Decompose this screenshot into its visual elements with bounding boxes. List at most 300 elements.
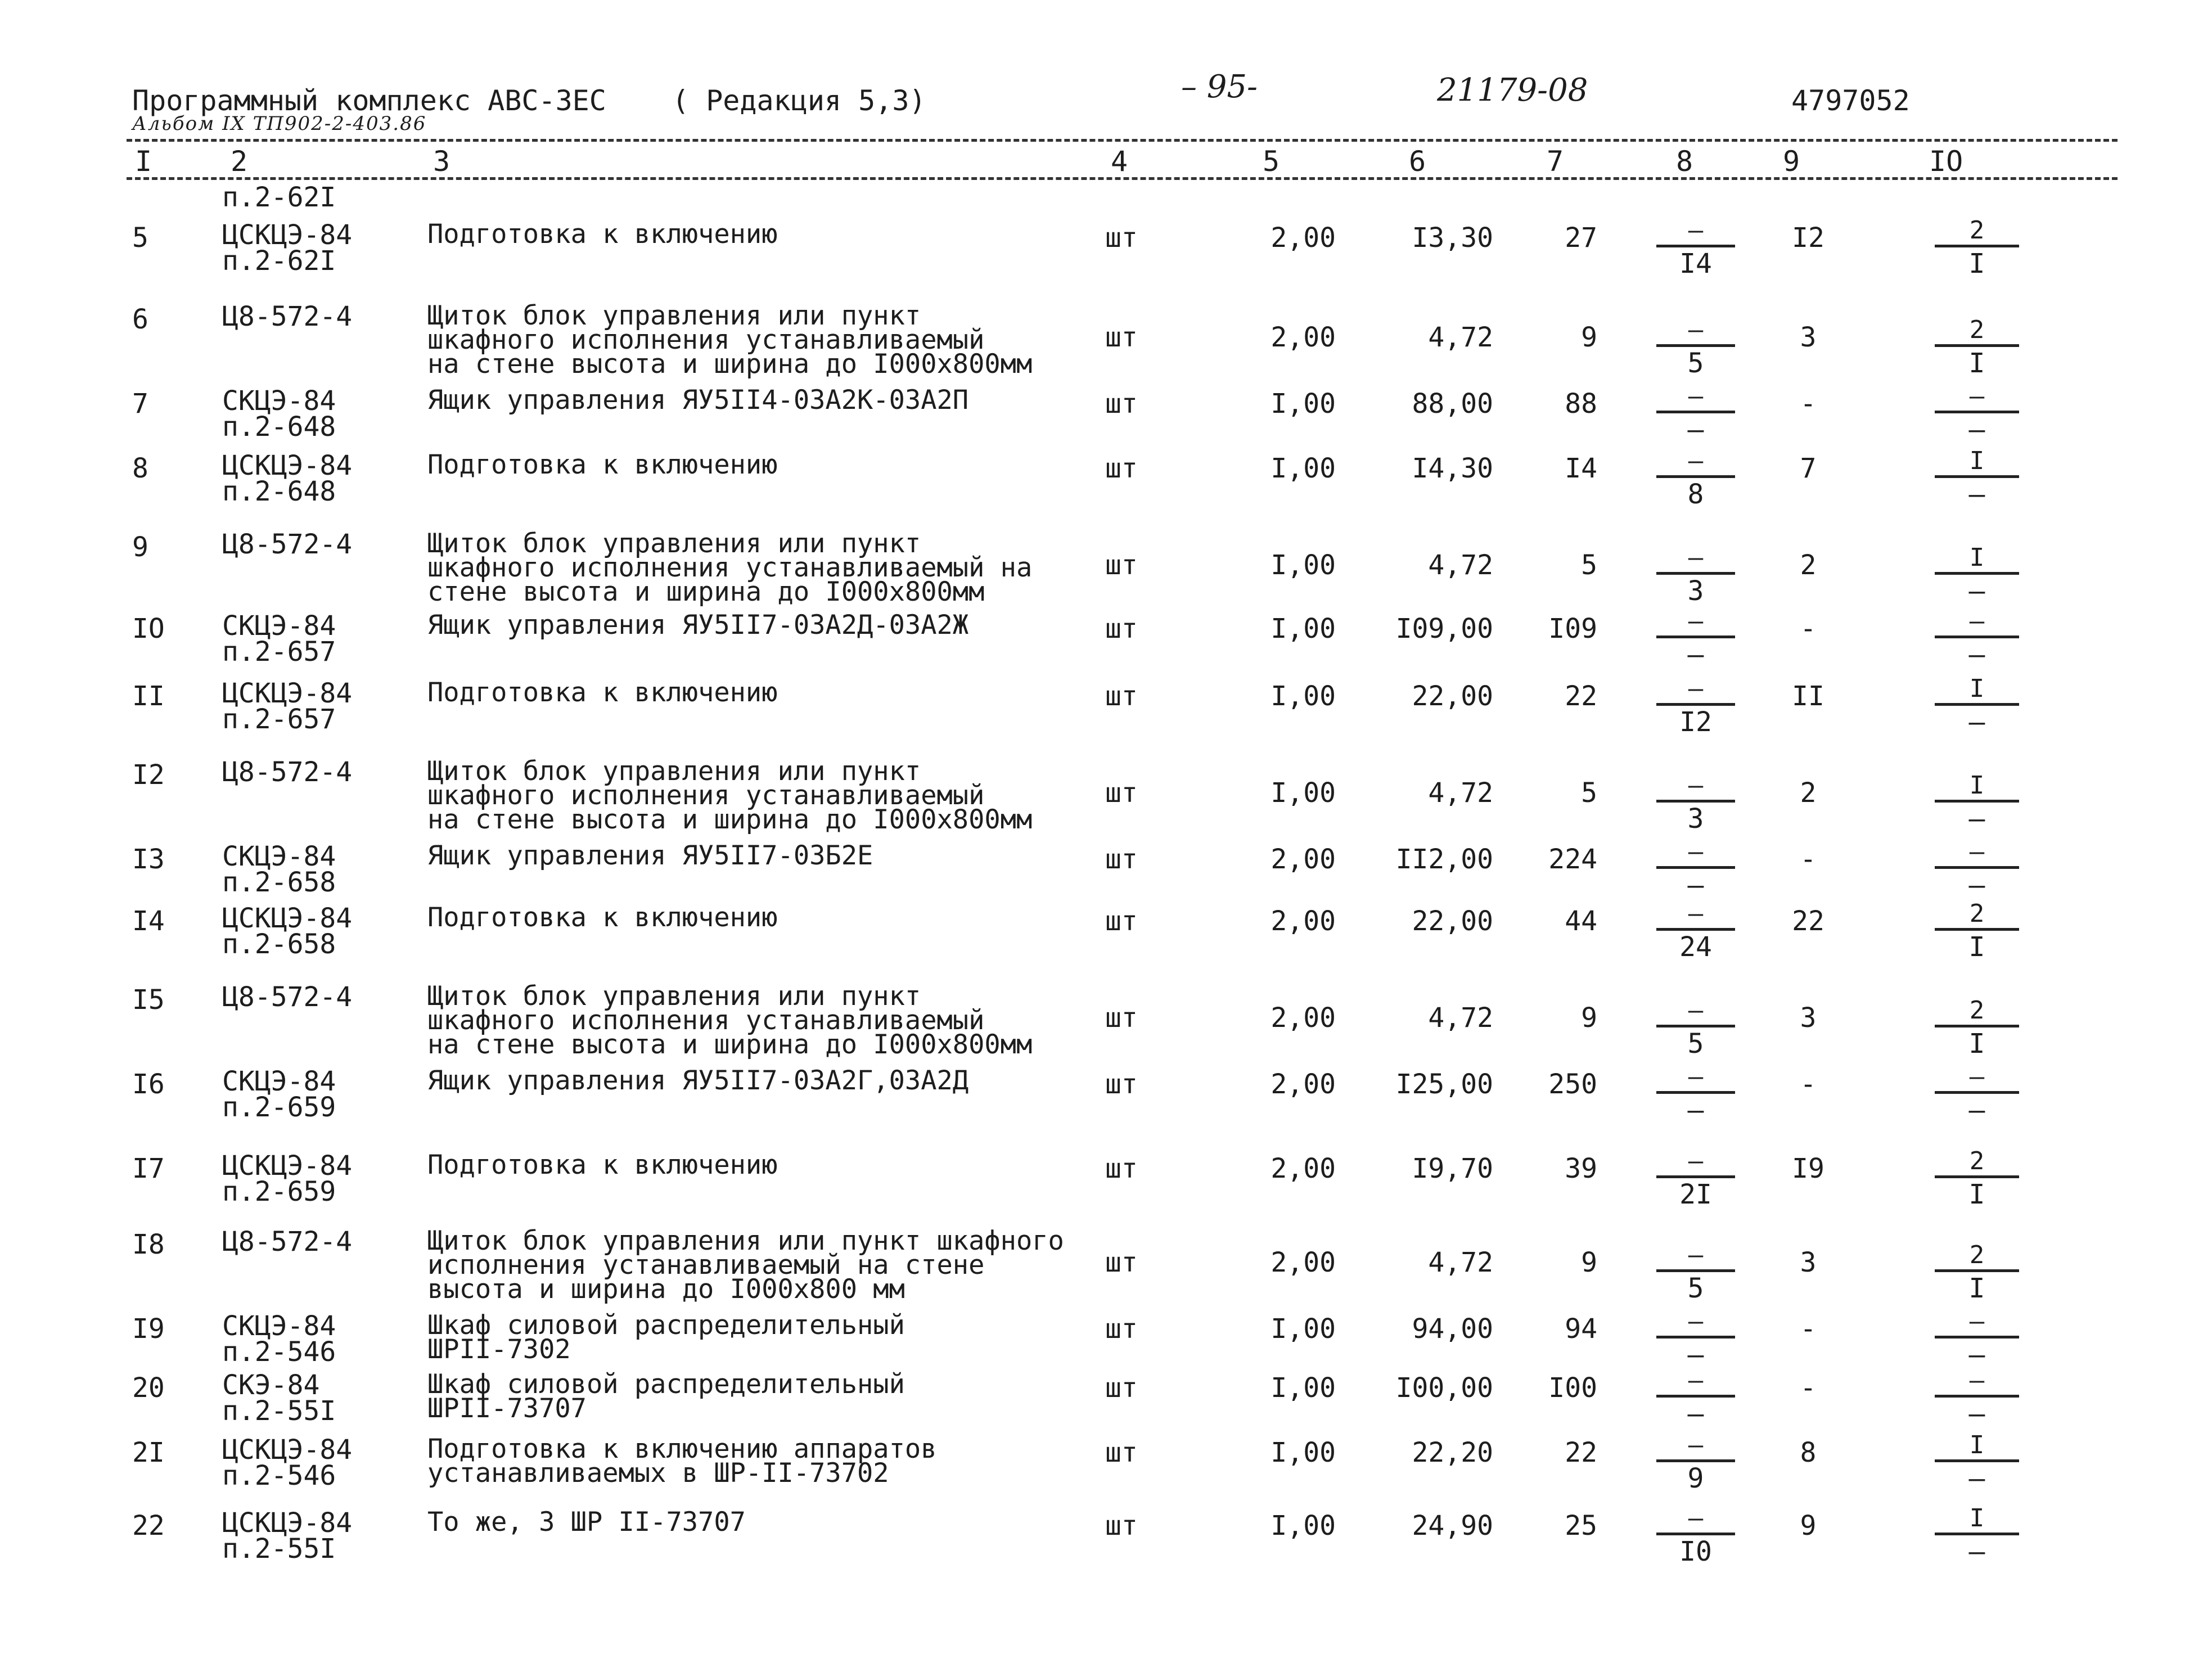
column-10-fraction-numerator: – — [1969, 382, 1985, 411]
column-10-fraction-denominator: – — [1968, 706, 1985, 738]
column-header-5: 5 — [1263, 145, 1280, 178]
column-10-fraction — [1935, 1431, 2019, 1493]
norm-code-line: п.2-658 — [222, 867, 336, 898]
work-name-line: Ящик управления ЯУ5II7-03А2Г,03А2Д — [427, 1065, 969, 1096]
column-8-fraction-numerator: – — [1688, 1062, 1704, 1091]
norm-code-line: СКЦЭ-84 — [222, 385, 336, 417]
norm-code-line: п.2-658 — [222, 929, 336, 960]
work-name — [427, 677, 778, 708]
work-name-line: Подготовка к включению — [427, 219, 778, 250]
column-8-fraction — [1656, 1308, 1735, 1369]
column-8-fraction-denominator: – — [1687, 1398, 1704, 1430]
column-10-fraction — [1935, 900, 2019, 961]
column-header-1: I — [135, 145, 152, 178]
page-number: – 95- — [1181, 69, 1258, 105]
column-8-fraction-denominator: I2 — [1679, 706, 1712, 738]
column-10-fraction-numerator: 2 — [1969, 216, 1985, 245]
column-header-4: 4 — [1111, 145, 1128, 178]
column-8-fraction-numerator: – — [1688, 607, 1704, 636]
column-10-fraction-numerator: I — [1969, 543, 1985, 572]
row-number: 8 — [132, 453, 148, 484]
column-10-fraction-numerator: 2 — [1969, 1241, 1985, 1269]
column-9-value: 2 — [1800, 777, 1817, 809]
quantity: 2,00 — [1271, 322, 1336, 353]
total-cost: 22 — [1565, 1437, 1597, 1468]
norm-code — [222, 841, 336, 898]
unit-price: I4,30 — [1412, 453, 1493, 484]
column-8-fraction-denominator: – — [1687, 869, 1704, 901]
unit-price: I9,70 — [1412, 1153, 1493, 1184]
quantity: 2,00 — [1271, 1002, 1336, 1034]
norm-code-line: СКЦЭ-84 — [222, 841, 336, 872]
unit: шт — [1105, 1313, 1138, 1345]
norm-code-line: п.2-55I — [222, 1533, 336, 1565]
work-name — [427, 1065, 969, 1096]
work-name-line: шкафного исполнения устанавливаемый на — [427, 552, 1033, 583]
column-9-value: I9 — [1792, 1153, 1824, 1184]
column-10-fraction-numerator: – — [1969, 837, 1985, 866]
total-cost: 22 — [1565, 680, 1597, 712]
work-name-line: устанавливаемых в ШР-II-73702 — [427, 1458, 889, 1489]
column-8-fraction-denominator: 5 — [1687, 1028, 1704, 1060]
work-name-line: Подготовка к включению — [427, 449, 778, 480]
work-name-line: Шкаф силовой распределительный — [427, 1310, 905, 1341]
column-8-fraction-numerator: – — [1688, 674, 1704, 703]
total-cost: 9 — [1581, 1247, 1597, 1278]
quantity: 2,00 — [1271, 1069, 1336, 1100]
column-10-fraction-numerator: 2 — [1969, 1147, 1985, 1175]
column-8-fraction-numerator: – — [1688, 1431, 1704, 1459]
work-name-line: высота и ширина до I000x800 мм — [427, 1274, 905, 1305]
unit: шт — [1105, 453, 1138, 484]
unit: шт — [1105, 1437, 1138, 1468]
unit-price: 4,72 — [1428, 1247, 1493, 1278]
column-9-value: II — [1792, 680, 1824, 712]
unit-price: 4,72 — [1428, 322, 1493, 353]
quantity: I,00 — [1271, 388, 1336, 420]
column-10-fraction-denominator: – — [1968, 639, 1985, 670]
unit: шт — [1105, 222, 1138, 254]
row-number: 22 — [132, 1510, 165, 1542]
norm-code — [222, 1507, 353, 1565]
work-name — [427, 756, 1033, 835]
row-number: 20 — [132, 1372, 165, 1404]
work-name — [427, 449, 778, 480]
column-8-fraction-denominator: 3 — [1687, 575, 1704, 607]
column-9-value: 3 — [1800, 322, 1817, 353]
unit: шт — [1105, 844, 1138, 875]
row-number: I4 — [132, 905, 165, 937]
column-10-fraction-denominator: – — [1968, 1339, 1985, 1371]
total-cost: 5 — [1581, 777, 1597, 809]
unit-price: 24,90 — [1412, 1510, 1493, 1542]
norm-code — [222, 1434, 353, 1491]
norm-code-line: Ц8-572-4 — [222, 529, 353, 560]
work-name-line: Щиток блок управления или пункт шкафного — [427, 1225, 1064, 1256]
work-name-line: Подготовка к включению — [427, 677, 778, 708]
column-10-fraction-numerator: 2 — [1969, 996, 1985, 1025]
column-10-fraction-denominator: – — [1968, 1398, 1985, 1430]
column-8-fraction — [1656, 1241, 1735, 1303]
column-8-fraction-denominator: I4 — [1679, 248, 1712, 280]
column-10-fraction — [1935, 1308, 2019, 1369]
total-cost: 39 — [1565, 1153, 1597, 1184]
unit: шт — [1105, 905, 1138, 937]
column-10-fraction-numerator: – — [1969, 1307, 1985, 1336]
column-8-fraction-numerator: – — [1688, 1241, 1704, 1269]
column-10-fraction-numerator: I — [1969, 1504, 1985, 1533]
work-name — [427, 840, 873, 871]
quantity: I,00 — [1271, 1510, 1336, 1542]
norm-code — [222, 1150, 353, 1207]
column-8-fraction — [1656, 1367, 1735, 1428]
norm-code-line: п.2-659 — [222, 1092, 336, 1123]
unit-price: 94,00 — [1412, 1313, 1493, 1345]
column-8-fraction-denominator: I0 — [1679, 1536, 1712, 1567]
header-divider-bottom — [127, 177, 2118, 180]
column-8-fraction — [1656, 316, 1735, 377]
norm-code-line: Ц8-572-4 — [222, 301, 353, 332]
work-name-line: Щиток блок управления или пункт — [427, 528, 921, 559]
work-name — [427, 1225, 1064, 1305]
column-8-fraction-numerator: – — [1688, 1504, 1704, 1533]
column-10-fraction — [1935, 675, 2019, 736]
column-8-fraction — [1656, 217, 1735, 278]
total-cost: 88 — [1565, 388, 1597, 420]
column-header-6: 6 — [1409, 145, 1426, 178]
column-9-value: 3 — [1800, 1247, 1817, 1278]
column-10-fraction-denominator: – — [1968, 1094, 1985, 1126]
unit-price: I09,00 — [1395, 613, 1493, 645]
norm-code-line: п.2-657 — [222, 636, 336, 668]
column-8-fraction-numerator: – — [1688, 447, 1704, 475]
column-10-fraction — [1935, 447, 2019, 508]
column-10-fraction-numerator: 2 — [1969, 316, 1985, 344]
norm-code — [222, 529, 353, 560]
total-cost: 44 — [1565, 905, 1597, 937]
column-8-fraction-numerator: – — [1688, 1366, 1704, 1395]
work-name-line: шкафного исполнения устанавливаемый — [427, 780, 985, 811]
column-10-fraction-numerator: I — [1969, 447, 1985, 475]
norm-code — [222, 1310, 336, 1368]
column-8-fraction — [1656, 772, 1735, 833]
work-name — [427, 219, 778, 250]
column-8-fraction-denominator: 5 — [1687, 348, 1704, 379]
column-10-fraction-denominator: – — [1968, 803, 1985, 835]
norm-code-line: СКЦЭ-84 — [222, 1066, 336, 1097]
work-name-line: То же, З ШР II-73707 — [427, 1507, 746, 1538]
work-name-line: Щиток блок управления или пункт — [427, 756, 921, 787]
column-8-fraction-denominator: 3 — [1687, 803, 1704, 835]
norm-code-line: ЦСКЦЭ-84 — [222, 903, 353, 934]
unit: шт — [1105, 613, 1138, 645]
total-cost: 224 — [1548, 844, 1597, 875]
unit: шт — [1105, 1153, 1138, 1184]
row-number: I8 — [132, 1229, 165, 1260]
unit-price: 88,00 — [1412, 388, 1493, 420]
norm-code — [222, 1369, 336, 1427]
norm-code-line: ЦСКЦЭ-84 — [222, 450, 353, 481]
unit-price: 4,72 — [1428, 777, 1493, 809]
work-name — [427, 1507, 746, 1538]
quantity: 2,00 — [1271, 222, 1336, 254]
quantity: 2,00 — [1271, 844, 1336, 875]
norm-code — [222, 756, 353, 788]
column-header-3: 3 — [433, 145, 450, 178]
work-name-line: ШРII-7302 — [427, 1334, 571, 1365]
work-name-line: Подготовка к включению — [427, 1150, 778, 1180]
total-cost: 9 — [1581, 322, 1597, 353]
unit: шт — [1105, 680, 1138, 712]
unit-price: 22,20 — [1412, 1437, 1493, 1468]
column-8-fraction-numerator: – — [1688, 1307, 1704, 1336]
column-8-fraction-numerator: – — [1688, 316, 1704, 344]
row-number: 6 — [132, 304, 148, 335]
work-name — [427, 1310, 905, 1365]
column-9-value: 22 — [1792, 905, 1824, 937]
work-name — [427, 902, 778, 933]
norm-code-line: СКЦЭ-84 — [222, 610, 336, 642]
column-8-fraction-numerator: – — [1688, 996, 1704, 1025]
column-10-fraction-denominator: I — [1968, 248, 1985, 280]
column-8-fraction-denominator: 8 — [1687, 479, 1704, 510]
column-8-fraction-denominator: 5 — [1687, 1273, 1704, 1304]
column-10-fraction — [1935, 382, 2019, 444]
work-name-line: на стене высота и ширина до I000x800мм — [427, 349, 1033, 380]
quantity: 2,00 — [1271, 905, 1336, 937]
total-cost: 25 — [1565, 1510, 1597, 1542]
column-10-fraction-denominator: – — [1968, 414, 1985, 445]
column-9-value: - — [1800, 388, 1817, 420]
column-8-fraction-numerator: – — [1688, 382, 1704, 411]
column-header-10: IO — [1929, 145, 1963, 178]
column-10-fraction-denominator: I — [1968, 1028, 1985, 1060]
column-9-value: 3 — [1800, 1002, 1817, 1034]
norm-code — [222, 678, 353, 735]
unit-price: I00,00 — [1395, 1372, 1493, 1404]
column-8-fraction-numerator: – — [1688, 216, 1704, 245]
row-number: I9 — [132, 1313, 165, 1345]
quantity: I,00 — [1271, 777, 1336, 809]
column-8-fraction — [1656, 1147, 1735, 1209]
work-name-line: Ящик управления ЯУ5II4-03А2К-03А2П — [427, 385, 969, 416]
norm-code-line: ЦСКЦЭ-84 — [222, 1507, 353, 1539]
total-cost: 27 — [1565, 222, 1597, 254]
column-10-fraction-numerator: 2 — [1969, 899, 1985, 928]
row-number: IO — [132, 613, 165, 645]
column-8-fraction — [1656, 997, 1735, 1058]
column-8-fraction — [1656, 447, 1735, 508]
column-8-fraction — [1656, 1063, 1735, 1124]
unit-price: 22,00 — [1412, 680, 1493, 712]
column-10-fraction — [1935, 607, 2019, 669]
unit: шт — [1105, 1247, 1138, 1278]
unit: шт — [1105, 1510, 1138, 1542]
column-10-fraction-numerator: – — [1969, 1366, 1985, 1395]
work-name — [427, 1434, 937, 1489]
column-10-fraction — [1935, 1367, 2019, 1428]
column-10-fraction — [1935, 772, 2019, 833]
column-header-2: 2 — [231, 145, 248, 178]
row-number: I5 — [132, 984, 165, 1016]
work-name-line: стене высота и ширина до I000x800мм — [427, 576, 985, 607]
total-cost: I09 — [1548, 613, 1597, 645]
norm-code-line: п.2-648 — [222, 411, 336, 443]
column-9-value: - — [1800, 1069, 1817, 1100]
column-8-fraction-numerator: – — [1688, 543, 1704, 572]
column-10-fraction-numerator: – — [1969, 1062, 1985, 1091]
column-10-fraction — [1935, 1241, 2019, 1303]
column-10-fraction-numerator: I — [1969, 1431, 1985, 1459]
column-10-fraction-denominator: – — [1968, 1536, 1985, 1567]
column-10-fraction — [1935, 1504, 2019, 1566]
column-9-value: - — [1800, 844, 1817, 875]
column-8-fraction — [1656, 607, 1735, 669]
quantity: I,00 — [1271, 453, 1336, 484]
column-9-value: 8 — [1800, 1437, 1817, 1468]
program-title: Программный комплекс АВС-ЗЕС — [132, 84, 606, 117]
column-header-7: 7 — [1547, 145, 1564, 178]
column-9-value: 9 — [1800, 1510, 1817, 1542]
document-code: 4797052 — [1791, 84, 1910, 117]
total-cost: 250 — [1548, 1069, 1597, 1100]
total-cost: 5 — [1581, 549, 1597, 581]
column-8-fraction-denominator: – — [1687, 1339, 1704, 1371]
column-8-fraction-denominator: 24 — [1679, 931, 1712, 963]
column-10-fraction-numerator: I — [1969, 771, 1985, 800]
work-name-line: Щиток блок управления или пункт — [427, 981, 921, 1012]
total-cost: 94 — [1565, 1313, 1597, 1345]
row-number: I3 — [132, 844, 165, 875]
quantity: I,00 — [1271, 613, 1336, 645]
header-divider-top — [127, 139, 2118, 142]
column-8-fraction-denominator: 2I — [1679, 1179, 1712, 1210]
column-8-fraction-denominator: – — [1687, 414, 1704, 445]
document-number: 21179-08 — [1437, 72, 1588, 109]
norm-code-line: п.2-546 — [222, 1460, 336, 1491]
column-10-fraction — [1935, 316, 2019, 377]
column-header-8: 8 — [1676, 145, 1693, 178]
norm-code-line: п.2-62I — [222, 245, 336, 277]
norm-code — [222, 219, 353, 277]
unit: шт — [1105, 1002, 1138, 1034]
column-header-9: 9 — [1783, 145, 1800, 178]
norm-code — [222, 301, 353, 332]
norm-code-line: Ц8-572-4 — [222, 1226, 353, 1258]
column-8-fraction — [1656, 900, 1735, 961]
norm-code-line: ЦСКЦЭ-84 — [222, 219, 353, 251]
work-name — [427, 1150, 778, 1180]
unit: шт — [1105, 777, 1138, 809]
work-name-line: ШРII-73707 — [427, 1393, 587, 1424]
row-number: 9 — [132, 531, 148, 563]
norm-code-line: Ц8-572-4 — [222, 981, 353, 1013]
work-name-line: шкафного исполнения устанавливаемый — [427, 1005, 985, 1036]
norm-code-line: Ц8-572-4 — [222, 756, 353, 788]
norm-code-line: СКЦЭ-84 — [222, 1310, 336, 1342]
norm-code-line: ЦСКЦЭ-84 — [222, 678, 353, 709]
quantity: 2,00 — [1271, 1247, 1336, 1278]
column-8-fraction — [1656, 1504, 1735, 1566]
column-10-fraction-denominator: I — [1968, 1179, 1985, 1210]
column-10-fraction — [1935, 838, 2019, 899]
column-9-value: 7 — [1800, 453, 1817, 484]
column-10-fraction-denominator: I — [1968, 1273, 1985, 1304]
total-cost: I4 — [1565, 453, 1597, 484]
column-10-fraction-numerator: I — [1969, 674, 1985, 703]
column-8-fraction — [1656, 838, 1735, 899]
work-name-line: на стене высота и ширина до I000x800мм — [427, 1029, 1033, 1060]
norm-code — [222, 610, 336, 668]
work-name-line: Подготовка к включению аппаратов — [427, 1434, 937, 1464]
quantity: 2,00 — [1271, 1153, 1336, 1184]
unit-price: 4,72 — [1428, 1002, 1493, 1034]
norm-code-line: СКЭ-84 — [222, 1369, 320, 1401]
quantity: I,00 — [1271, 680, 1336, 712]
column-9-value: - — [1800, 1313, 1817, 1345]
column-8-fraction-denominator: – — [1687, 639, 1704, 670]
work-name — [427, 528, 1033, 607]
row-number: I7 — [132, 1153, 165, 1184]
quantity: I,00 — [1271, 1437, 1336, 1468]
unit-price: 22,00 — [1412, 905, 1493, 937]
total-cost: I00 — [1548, 1372, 1597, 1404]
album-reference: Альбом IX ТП902-2-403.86 — [132, 112, 427, 135]
column-9-value: I2 — [1792, 222, 1824, 254]
column-9-value: - — [1800, 1372, 1817, 1404]
column-8-fraction — [1656, 1431, 1735, 1493]
unit-price: I3,30 — [1412, 222, 1493, 254]
norm-code-line: п.2-546 — [222, 1336, 336, 1368]
column-8-fraction-numerator: – — [1688, 1147, 1704, 1175]
column-9-value: - — [1800, 613, 1817, 645]
work-name-line: шкафного исполнения устанавливаемый — [427, 325, 985, 355]
row-number: I6 — [132, 1069, 165, 1100]
unit: шт — [1105, 388, 1138, 420]
norm-code-line: п.2-55I — [222, 1395, 336, 1427]
column-8-fraction — [1656, 382, 1735, 444]
column-10-fraction — [1935, 1063, 2019, 1124]
row-number: 5 — [132, 222, 148, 254]
work-name-line: Подготовка к включению — [427, 902, 778, 933]
work-name-line: на стене высота и ширина до I000x800мм — [427, 804, 1033, 835]
column-10-fraction-denominator: – — [1968, 479, 1985, 510]
quantity: I,00 — [1271, 1372, 1336, 1404]
row-number: II — [132, 680, 165, 712]
norm-code — [222, 385, 336, 443]
row-number: 7 — [132, 388, 148, 420]
work-name — [427, 1369, 905, 1424]
column-9-value: 2 — [1800, 549, 1817, 581]
column-8-fraction-numerator: – — [1688, 837, 1704, 866]
column-8-fraction — [1656, 675, 1735, 736]
work-name-line: Щиток блок управления или пункт — [427, 300, 921, 331]
column-10-fraction-denominator: – — [1968, 1463, 1985, 1494]
unit: шт — [1105, 1372, 1138, 1404]
column-8-fraction-numerator: – — [1688, 899, 1704, 928]
unit-price: 4,72 — [1428, 549, 1493, 581]
column-10-fraction-denominator: I — [1968, 348, 1985, 379]
norm-code — [222, 903, 353, 960]
norm-code-line: ЦСКЦЭ-84 — [222, 1434, 353, 1466]
unit: шт — [1105, 322, 1138, 353]
work-name-line: Ящик управления ЯУ5II7-03А2Д-03А2Ж — [427, 610, 969, 641]
work-name — [427, 610, 969, 641]
quantity: I,00 — [1271, 1313, 1336, 1345]
norm-code — [222, 981, 353, 1013]
work-name — [427, 981, 1033, 1060]
work-name — [427, 385, 969, 416]
